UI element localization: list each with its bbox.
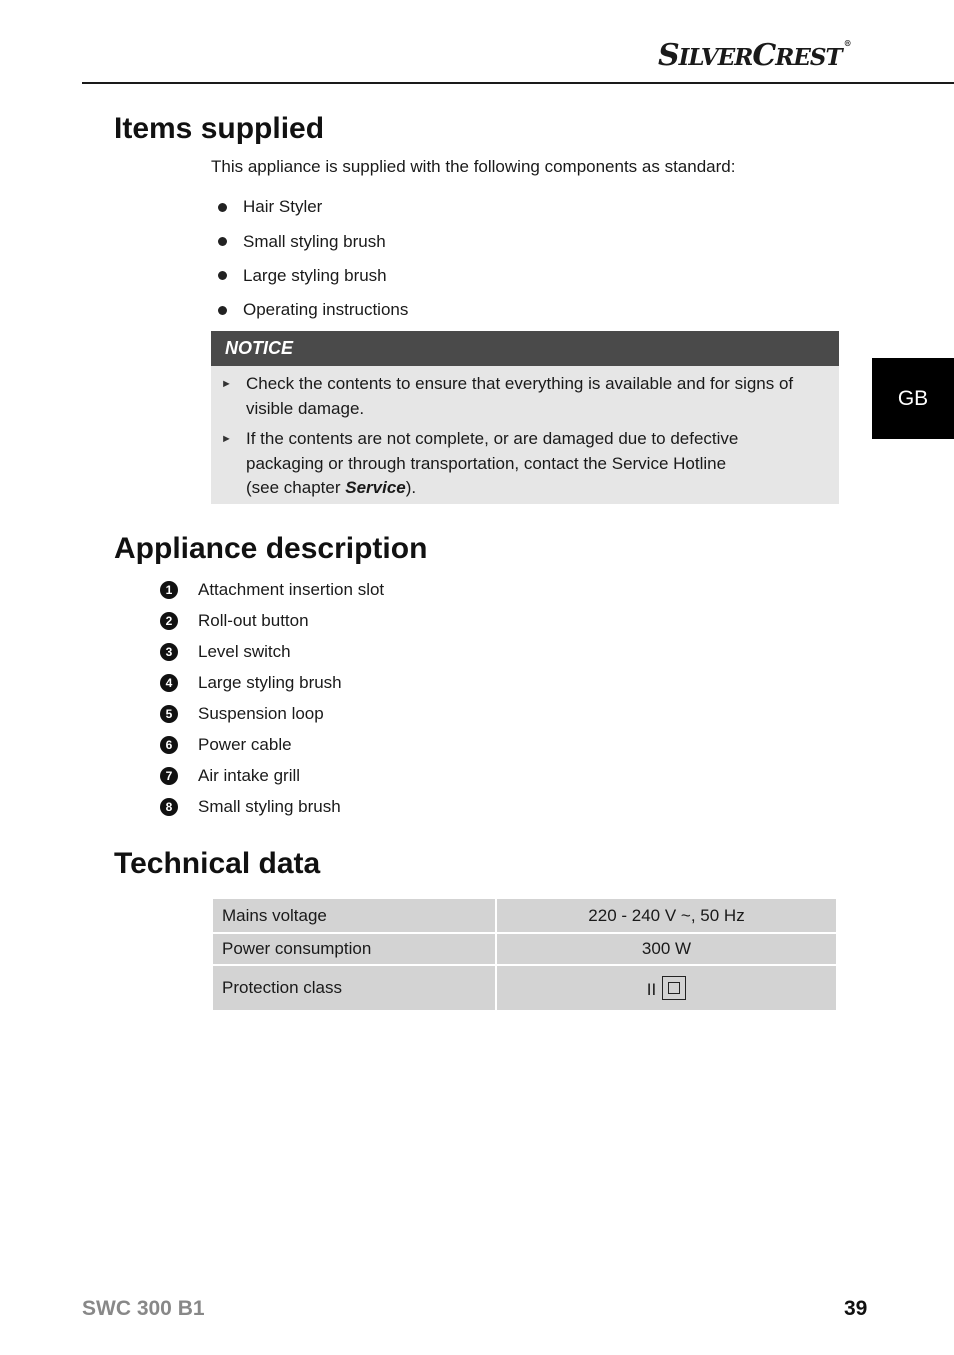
number-badge: 5: [160, 705, 178, 723]
table-value: 220 - 240 V ~, 50 Hz: [497, 899, 836, 932]
bullet-icon: [218, 271, 227, 280]
list-item: Operating instructions: [218, 293, 408, 327]
list-item: 4 Large styling brush: [160, 667, 384, 698]
appliance-description-heading: Appliance description: [114, 532, 428, 565]
notice-item: ► Check the contents to ensure that everything is available and for signs of visible damage.: [221, 372, 819, 421]
list-item: Large styling brush: [218, 259, 408, 293]
technical-data-heading: Technical data: [114, 847, 321, 880]
table-row: [213, 934, 836, 964]
technical-data-table: [211, 897, 838, 1012]
number-badge: 7: [160, 767, 178, 785]
list-item: 8 Small styling brush: [160, 791, 384, 822]
parts-list: [160, 574, 384, 822]
bullet-icon: [218, 306, 227, 315]
list-item: 6 Power cable: [160, 729, 384, 760]
table-value: [497, 966, 836, 1010]
table-key: Mains voltage: [213, 899, 495, 932]
footer-model: SWC 300 B1: [82, 1297, 205, 1320]
table-key: Protection class: [213, 966, 495, 1010]
table-row: [213, 966, 836, 1010]
items-supplied-heading: Items supplied: [114, 112, 325, 145]
items-supplied-list: [218, 190, 408, 328]
table-row: [213, 899, 836, 932]
header-rule: [82, 82, 954, 84]
list-item: 7 Air intake grill: [160, 760, 384, 791]
list-item: 5 Suspension loop: [160, 698, 384, 729]
list-item: 3 Level switch: [160, 636, 384, 667]
table-key: Power consumption: [213, 934, 495, 964]
language-tab: GB: [872, 358, 954, 439]
number-badge: 8: [160, 798, 178, 816]
list-item: Small styling brush: [218, 224, 408, 258]
number-badge: 2: [160, 612, 178, 630]
number-badge: 6: [160, 736, 178, 754]
double-insulation-icon: [662, 976, 686, 1000]
list-item: Hair Styler: [218, 190, 408, 224]
notice-title: NOTICE: [211, 331, 839, 366]
bullet-icon: [218, 237, 227, 246]
list-item: 2 Roll-out button: [160, 605, 384, 636]
notice-box: [211, 331, 839, 504]
service-chapter-reference: Service: [345, 478, 406, 497]
number-badge: 4: [160, 674, 178, 692]
number-badge: 1: [160, 581, 178, 599]
bullet-icon: [218, 203, 227, 212]
number-badge: 3: [160, 643, 178, 661]
page-number: 39: [844, 1297, 868, 1320]
notice-item: ► If the contents are not complete, or are damaged due to defective packaging or through transportation, contact the Service Hotline (see chapter Service).: [221, 427, 819, 501]
brand-logo: SILVERCREST®: [658, 38, 851, 73]
list-item: 1 Attachment insertion slot: [160, 574, 384, 605]
table-value: 300 W: [497, 934, 836, 964]
arrow-right-icon: ►: [221, 433, 232, 445]
protection-class-value: II: [646, 980, 657, 999]
items-supplied-intro: This appliance is supplied with the following components as standard:: [211, 157, 736, 176]
arrow-right-icon: ►: [221, 378, 232, 390]
